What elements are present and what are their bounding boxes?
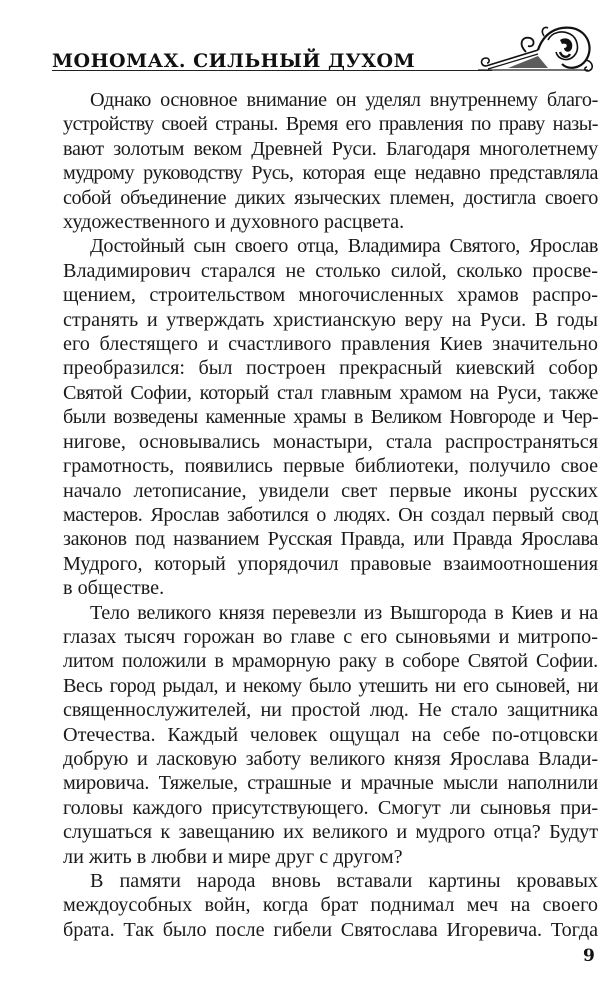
- text-line: вают золотым веком Древней Руси. Благодаря многолетнему: [63, 137, 598, 160]
- text-line: его блестящего и счастливого правления Киев значительно: [63, 333, 598, 356]
- text-line: мировича. Тяжелые, страшные и мрачные мысли наполнили: [63, 772, 598, 795]
- scroll-ornament-icon: [478, 22, 598, 78]
- text-line: Отечества. Каждый человек ощущал на себе по-отцовски: [63, 723, 598, 746]
- text-line: в обществе.: [63, 577, 165, 600]
- text-line: начало летописание, увидели свет первые иконы русских: [63, 479, 598, 502]
- running-title: МОНОМАХ. СИЛЬНЫЙ ДУХОМ: [52, 50, 416, 72]
- paragraph: [63, 601, 598, 869]
- text-line: Однако основное внимание он уделял внутреннему благо-: [90, 89, 598, 111]
- text-line: слушаться к завещанию их великого и мудрого отца? Будут: [63, 821, 598, 844]
- text-line: грамотность, появились первые библиотеки, получило свое: [63, 455, 598, 478]
- text-line: брата. Так было после гибели Святослава Игоревича. Тогда: [63, 918, 598, 941]
- text-line: художественного и духовного расцвета.: [63, 211, 405, 234]
- text-line: В памяти народа вновь вставали картины кровавых: [90, 870, 598, 892]
- text-line: добрую и ласковую заботу великого князя Ярослава Влади-: [63, 747, 598, 770]
- text-line: преобразился: был построен прекрасный киевский собор: [63, 357, 598, 380]
- text-line: Мудрого, который упорядочил правовые взаимоотношения: [63, 552, 598, 575]
- page-number: 9: [583, 946, 595, 966]
- paragraph: [63, 869, 598, 942]
- header-rule: [52, 70, 492, 71]
- text-line: головы каждого присутствующего. Смогут ли сыновья при-: [63, 796, 598, 819]
- text-line: щением, строительством многочисленных храмов распро-: [63, 284, 598, 307]
- text-line: нигове, основывались монастыри, стала распространяться: [63, 430, 598, 453]
- text-line: законов под названием Русская Правда, или Правда Ярослава: [63, 528, 598, 551]
- text-line: Весь город рыдал, и некому было утешить ни его сыновей, ни: [63, 674, 598, 697]
- text-line: ли жить в любви и мире друг с другом?: [63, 845, 403, 868]
- text-line: междоусобных войн, когда брат поднимал меч на своего: [63, 894, 598, 917]
- paragraph: [63, 234, 598, 600]
- text-line: Владимирович старался не столько силой, сколько просве-: [63, 259, 598, 282]
- text-line: священнослужителей, ни простой люд. Не стало защитника: [63, 699, 598, 722]
- text-line: мастеров. Ярослав заботился о людях. Он создал первый свод: [63, 503, 598, 526]
- body-text: [63, 88, 598, 942]
- text-line: странять и утверждать христианскую веру на Руси. В годы: [63, 308, 598, 331]
- text-line: литом положили в мраморную раку в соборе Святой Софии.: [63, 650, 598, 673]
- text-line: Тело великого князя перевезли из Вышгорода в Киев и на: [90, 601, 598, 624]
- text-line: устройству своей страны. Время его правления по праву назы-: [63, 113, 598, 136]
- paragraph: [63, 88, 598, 234]
- text-line: глазах тысяч горожан во главе с его сыновьями и митропо-: [63, 625, 598, 648]
- text-line: Святой Софии, который стал главным храмом на Руси, также: [63, 381, 598, 404]
- text-line: мудрому руководству Русь, которая еще недавно представляла: [63, 162, 598, 185]
- text-line: были возведены каменные храмы в Великом Новгороде и Чер-: [63, 406, 598, 429]
- text-line: собой объединение диких языческих племен, достигла своего: [63, 186, 598, 209]
- text-line: Достойный сын своего отца, Владимира Святого, Ярослав: [90, 235, 598, 258]
